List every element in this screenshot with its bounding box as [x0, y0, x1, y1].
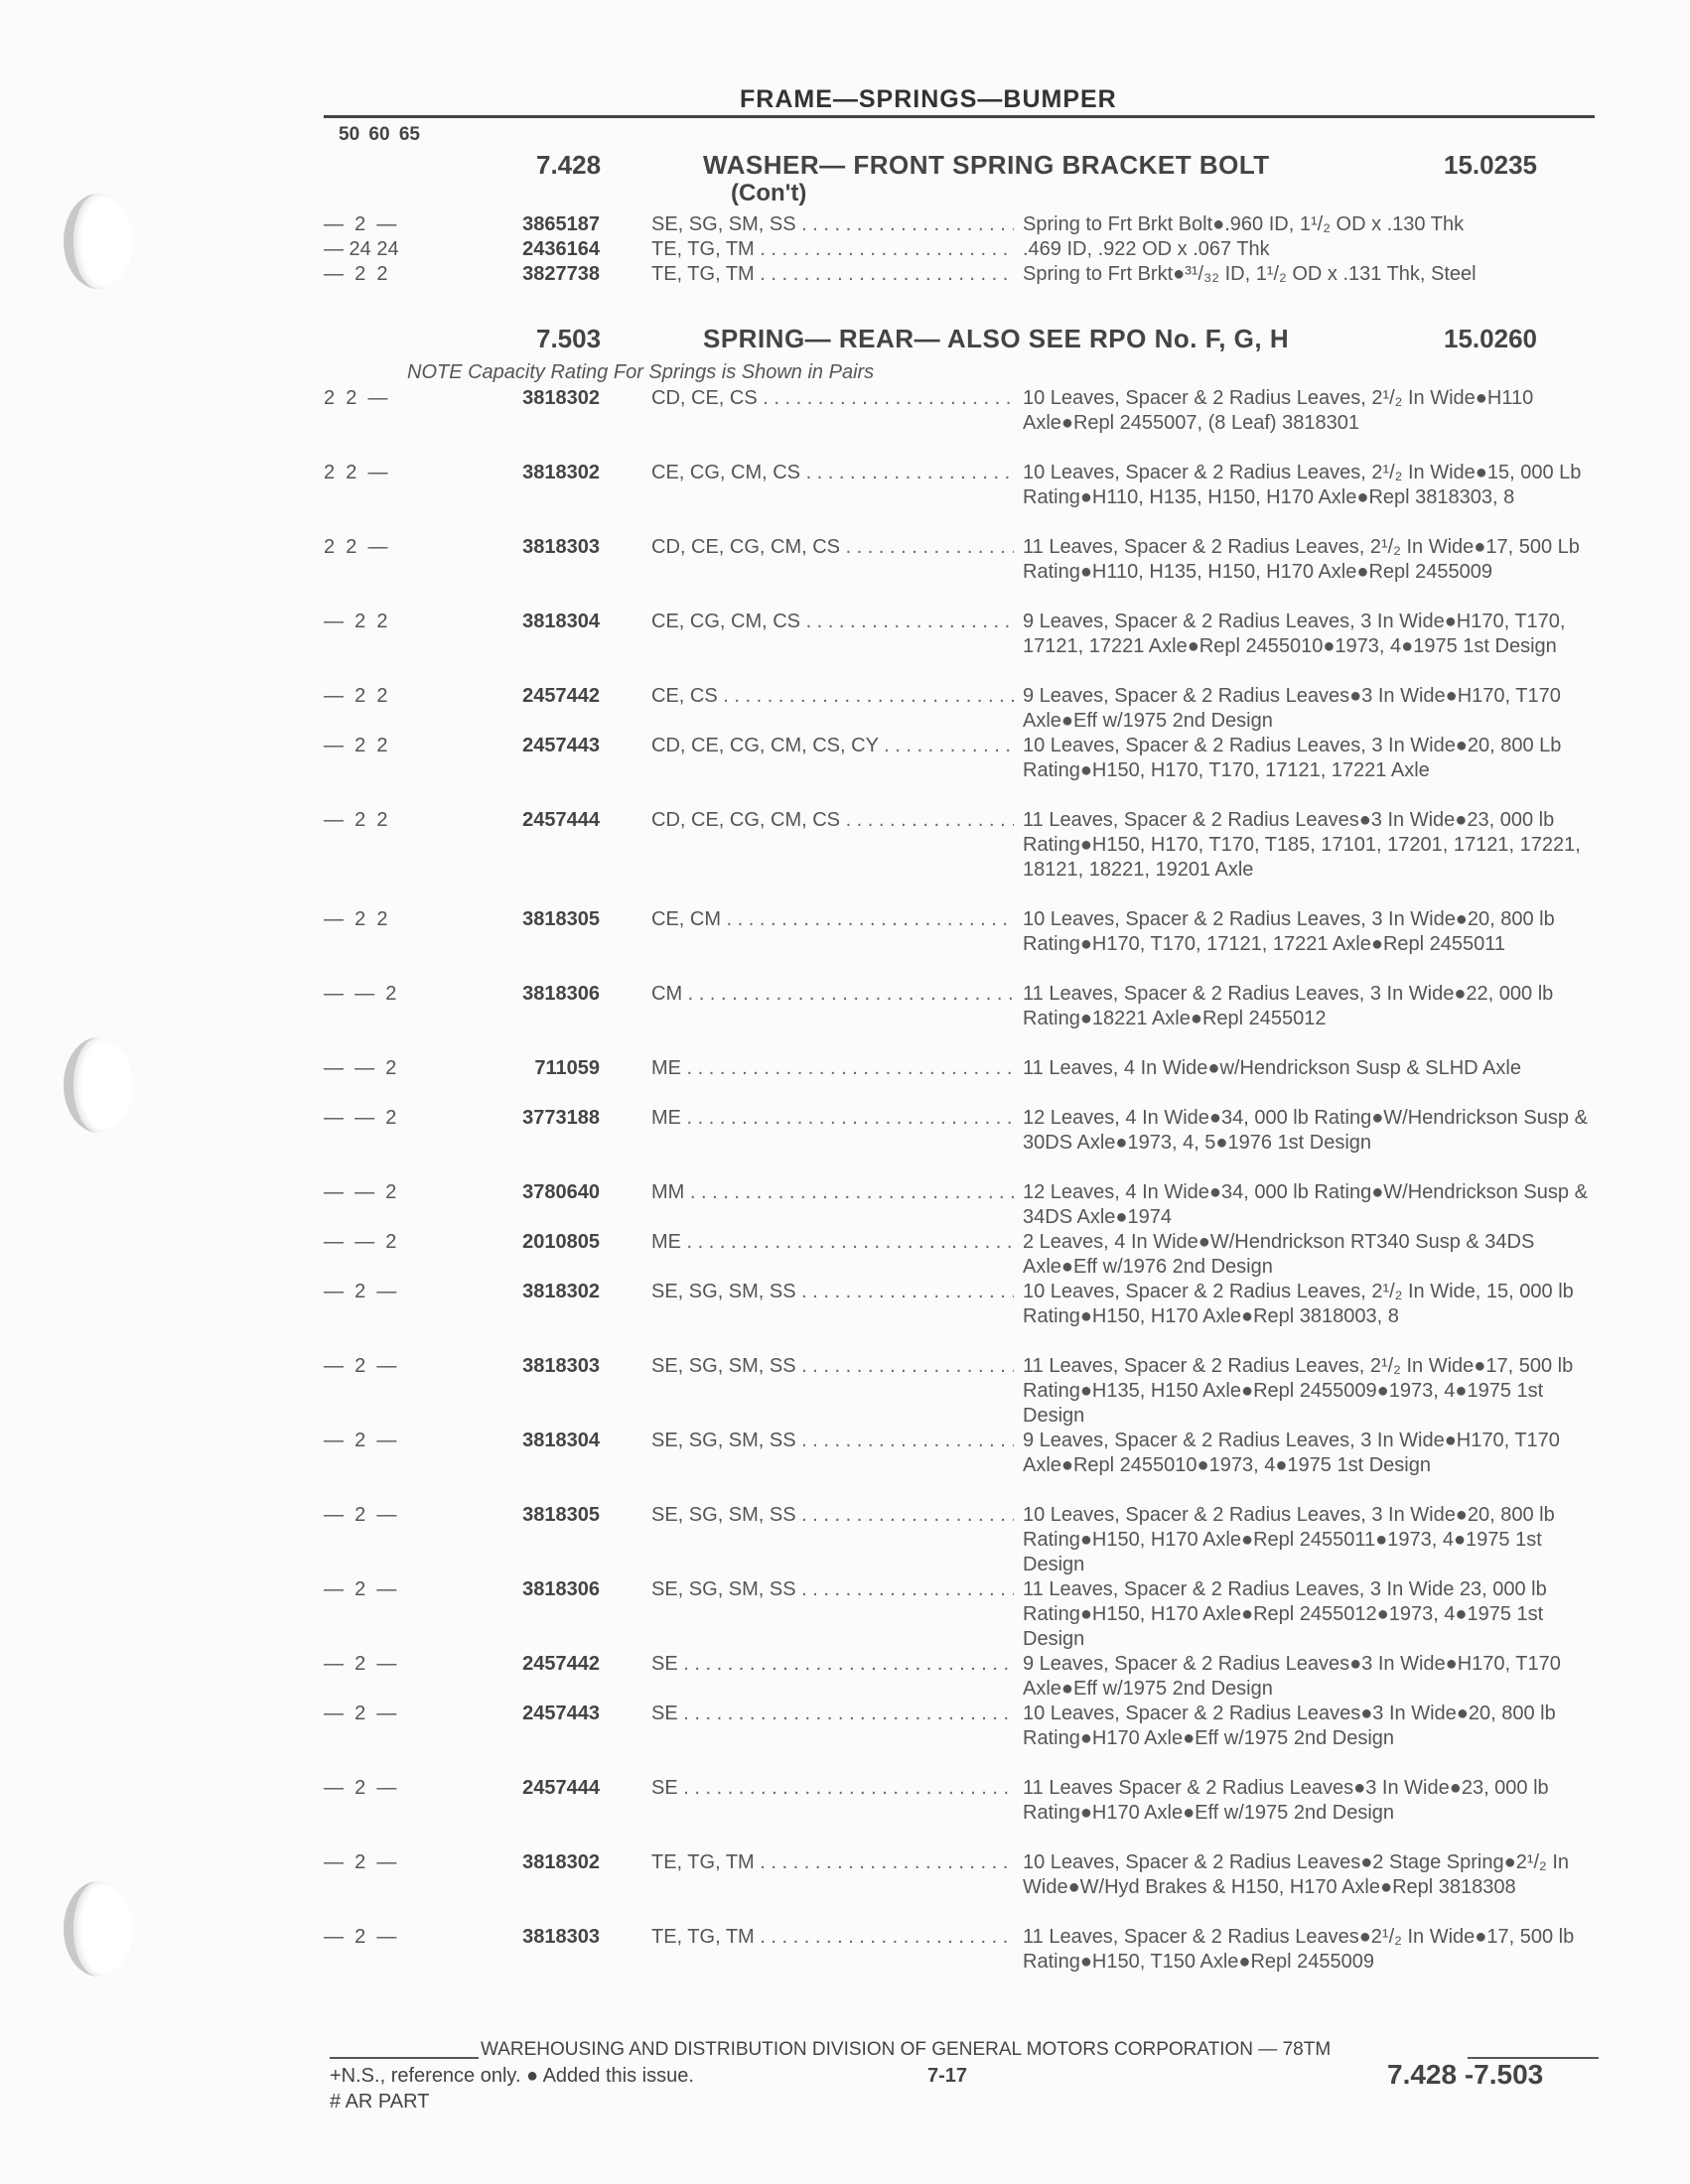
part-number: 2457442: [522, 1653, 600, 1675]
part-number: 2010805: [522, 1231, 600, 1253]
model-cell: SE, SG, SM, SS . . .: [651, 1354, 1014, 1379]
part-number: 3818303: [522, 536, 600, 558]
footer-publisher: WAREHOUSING AND DISTRIBUTION DIVISION OF GENERAL MOTORS CORPORATION — 78TM: [481, 2039, 1332, 2060]
section-title-continued: (Con't): [731, 180, 807, 206]
description-cell: Spring to Frt Brkt●³¹/₃₂ ID, 1¹/₂ OD x .131 Thk, Steel: [1023, 263, 1477, 285]
model-cell: CE, CG, CM, CS . . .: [651, 461, 1014, 485]
footer-legend: +N.S., reference only. ● Added this issue.: [330, 2065, 694, 2087]
description-cell: 11 Leaves, Spacer & 2 Radius Leaves, 3 In Wide●22, 000 lb Rating●18221 Axle●Repl 2455012: [1023, 983, 1554, 1029]
qty-cell: 2 2 —: [324, 536, 388, 558]
description-cell: 10 Leaves, Spacer & 2 Radius Leaves, 2¹/₂ In Wide●15, 000 Lb Rating●H110, H135, H150, H170 Axle●Repl 3818303, 8: [1023, 462, 1582, 508]
qty-cell: — 2 2: [324, 611, 388, 632]
qty-cell: — 2 —: [324, 1703, 397, 1724]
part-number: 2436164: [522, 238, 600, 260]
part-number: 3865187: [522, 213, 600, 235]
part-number: 3818305: [522, 908, 600, 930]
qty-cell: — 2 —: [324, 213, 397, 235]
description-cell: 10 Leaves, Spacer & 2 Radius Leaves●3 In Wide●20, 800 lb Rating●H170 Axle●Eff w/1975 2nd Design: [1023, 1703, 1556, 1749]
qty-cell: — 2 —: [324, 1578, 397, 1600]
model-cell: ME . . .: [651, 1056, 1014, 1081]
part-number: 3818306: [522, 1578, 600, 1600]
model-cell: CE, CG, CM, CS . . .: [651, 610, 1014, 634]
description-cell: 10 Leaves, Spacer & 2 Radius Leaves, 2¹/₂ In Wide●H110 Axle●Repl 2455007, (8 Leaf) 3818301: [1023, 387, 1534, 434]
description-cell: 11 Leaves, Spacer & 2 Radius Leaves, 2¹/₂ In Wide●17, 500 lb Rating●H135, H150 Axle●Repl 2455009●1973, 4●1975 1st Design: [1023, 1355, 1574, 1427]
model-cell: TE, TG, TM . . .: [651, 262, 1014, 287]
description-cell: Spring to Frt Brkt Bolt●.960 ID, 1¹/₂ OD x .130 Thk: [1023, 213, 1465, 235]
qty-cell: — 2 —: [324, 1504, 397, 1526]
capacity-note: NOTE Capacity Rating For Springs is Shown in Pairs: [407, 361, 875, 383]
description-cell: 12 Leaves, 4 In Wide●34, 000 lb Rating●W/Hendrickson Susp & 30DS Axle●1973, 4, 5●1976 1st Design: [1023, 1107, 1588, 1154]
description-cell: 10 Leaves, Spacer & 2 Radius Leaves, 3 In Wide●20, 800 Lb Rating●H150, H170, T170, 17121, 17221 Axle: [1023, 735, 1562, 781]
model-cell: TE, TG, TM . . .: [651, 237, 1014, 262]
binder-hole: [64, 1881, 133, 1977]
description-cell: 10 Leaves, Spacer & 2 Radius Leaves, 3 In Wide●20, 800 lb Rating●H150, H170 Axle●Repl 2455011●1973, 4●1975 1st Design: [1023, 1504, 1555, 1575]
description-cell: 11 Leaves, Spacer & 2 Radius Leaves●2¹/₂ In Wide●17, 500 lb Rating●H150, T150 Axle●Repl 2455009: [1023, 1926, 1575, 1973]
section-title: SPRING— REAR— ALSO SEE RPO No. F, G, H: [703, 324, 1290, 353]
section-number: 7.503: [536, 324, 602, 353]
model-cell: SE, SG, SM, SS . . .: [651, 1280, 1014, 1304]
model-cell: SE, SG, SM, SS . . .: [651, 1577, 1014, 1602]
description-cell: 9 Leaves, Spacer & 2 Radius Leaves, 3 In Wide●H170, T170 Axle●Repl 2455010●1973, 4●1975 1st Design: [1023, 1430, 1560, 1476]
part-number: 2457443: [522, 735, 600, 756]
qty-cell: — 2 2: [324, 908, 388, 930]
qty-cell: — 2 2: [324, 685, 388, 707]
section-header: [328, 150, 1599, 219]
model-cell: CM . . .: [651, 982, 1014, 1007]
description-cell: 10 Leaves, Spacer & 2 Radius Leaves●2 Stage Spring●2¹/₂ In Wide●W/Hyd Brakes & H150, H170 Axle●Repl 3818308: [1023, 1851, 1570, 1898]
description-cell: 10 Leaves, Spacer & 2 Radius Leaves, 3 In Wide●20, 800 lb Rating●H170, T170, 17121, 17221 Axle●Repl 2455011: [1023, 908, 1555, 955]
description-cell: 11 Leaves Spacer & 2 Radius Leaves●3 In Wide●23, 000 lb Rating●H170 Axle●Eff w/1975 2nd Design: [1023, 1777, 1549, 1824]
part-number: 3818303: [522, 1926, 600, 1948]
description-cell: 12 Leaves, 4 In Wide●34, 000 lb Rating●W/Hendrickson Susp & 34DS Axle●1974: [1023, 1181, 1588, 1228]
part-number: 3818303: [522, 1355, 600, 1377]
qty-cell: — 2 —: [324, 1653, 397, 1675]
part-number: 3827738: [522, 263, 600, 285]
part-number: 3818306: [522, 983, 600, 1005]
model-cell: CD, CE, CG, CM, CS . . .: [651, 535, 1014, 560]
binder-hole: [64, 194, 133, 289]
model-cell: ME . . .: [651, 1106, 1014, 1131]
model-cell: MM . . .: [651, 1180, 1014, 1205]
column-header: 50 60 65: [339, 124, 420, 145]
description-cell: 11 Leaves, Spacer & 2 Radius Leaves●3 In Wide●23, 000 lb Rating●H150, H170, T170, T185, 17101, 17201, 17121, 17221, 18121, 18221, 19201 Axle: [1023, 809, 1581, 881]
qty-cell: 2 2 —: [324, 462, 388, 483]
qty-cell: — 24 24: [324, 238, 399, 260]
section-code: 15.0235: [1444, 150, 1537, 180]
description-cell: 9 Leaves, Spacer & 2 Radius Leaves●3 In Wide●H170, T170 Axle●Eff w/1975 2nd Design: [1023, 1653, 1561, 1700]
qty-cell: — — 2: [324, 1057, 397, 1079]
part-number: 2457444: [522, 809, 600, 831]
qty-cell: — 2 —: [324, 1430, 397, 1451]
qty-cell: — 2 2: [324, 809, 388, 831]
part-number: 711059: [534, 1057, 600, 1079]
description-cell: 10 Leaves, Spacer & 2 Radius Leaves, 2¹/₂ In Wide, 15, 000 lb Rating●H150, H170 Axle●Repl 3818003, 8: [1023, 1281, 1574, 1327]
part-number: 3818302: [522, 1281, 600, 1302]
model-cell: CD, CE, CS . . .: [651, 386, 1014, 411]
qty-cell: 2 2 —: [324, 387, 388, 409]
description-cell: .469 ID, .922 OD x .067 Thk: [1023, 238, 1270, 260]
section-number: 7.428: [536, 150, 602, 180]
footer-ar-part: # AR PART: [330, 2091, 430, 2113]
qty-cell: — — 2: [324, 983, 397, 1005]
qty-cell: — 2 —: [324, 1281, 397, 1302]
part-number: 3818304: [522, 611, 600, 632]
qty-cell: — 2 2: [324, 735, 388, 756]
description-cell: 2 Leaves, 4 In Wide●W/Hendrickson RT340 Susp & 34DS Axle●Eff w/1976 2nd Design: [1023, 1231, 1535, 1278]
model-cell: CD, CE, CG, CM, CS, CY . . .: [651, 734, 1014, 758]
page-title: FRAME—SPRINGS—BUMPER: [740, 85, 1117, 113]
model-cell: SE, SG, SM, SS . . .: [651, 1503, 1014, 1528]
part-number: 3780640: [522, 1181, 600, 1203]
qty-cell: — 2 —: [324, 1777, 397, 1799]
qty-cell: — 2 —: [324, 1355, 397, 1377]
part-number: 2457442: [522, 685, 600, 707]
qty-cell: — 2 —: [324, 1851, 397, 1873]
part-number: 3818302: [522, 387, 600, 409]
part-number: 3818302: [522, 462, 600, 483]
description-cell: 11 Leaves, 4 In Wide●w/Hendrickson Susp & SLHD Axle: [1023, 1057, 1521, 1079]
part-number: 3818302: [522, 1851, 600, 1873]
binder-hole: [64, 1037, 133, 1133]
page-range: 7.428 -7.503: [1387, 2059, 1544, 2090]
part-number: 3773188: [522, 1107, 600, 1129]
description-cell: 9 Leaves, Spacer & 2 Radius Leaves●3 In Wide●H170, T170 Axle●Eff w/1975 2nd Design: [1023, 685, 1561, 732]
qty-cell: — — 2: [324, 1181, 397, 1203]
qty-cell: — 2 2: [324, 263, 388, 285]
model-cell: SE . . .: [651, 1702, 1014, 1726]
description-cell: 9 Leaves, Spacer & 2 Radius Leaves, 3 In Wide●H170, T170, 17121, 17221 Axle●Repl 2455010●1973, 4●1975 1st Design: [1023, 611, 1566, 657]
description-cell: 11 Leaves, Spacer & 2 Radius Leaves, 2¹/₂ In Wide●17, 500 Lb Rating●H110, H135, H150, H170 Axle●Repl 2455009: [1023, 536, 1580, 583]
header-rule: [324, 115, 1595, 118]
model-cell: SE, SG, SM, SS . . .: [651, 212, 1014, 237]
qty-cell: — — 2: [324, 1107, 397, 1129]
part-number: 3818305: [522, 1504, 600, 1526]
model-cell: CE, CM . . .: [651, 907, 1014, 932]
page-number: 7-17: [927, 2065, 968, 2087]
section-title: WASHER— FRONT SPRING BRACKET BOLT: [703, 150, 1270, 180]
part-number: 3818304: [522, 1430, 600, 1451]
model-cell: TE, TG, TM . . .: [651, 1925, 1014, 1950]
model-cell: SE . . .: [651, 1776, 1014, 1801]
model-cell: CD, CE, CG, CM, CS . . .: [651, 808, 1014, 833]
model-cell: ME . . .: [651, 1230, 1014, 1255]
model-cell: CE, CS . . .: [651, 684, 1014, 709]
qty-cell: — — 2: [324, 1231, 397, 1253]
model-cell: SE, SG, SM, SS . . .: [651, 1429, 1014, 1453]
part-number: 2457443: [522, 1703, 600, 1724]
description-cell: 11 Leaves, Spacer & 2 Radius Leaves, 3 In Wide 23, 000 lb Rating●H150, H170 Axle●Repl 2455012●1973, 4●1975 1st Design: [1023, 1578, 1547, 1650]
model-cell: SE . . .: [651, 1652, 1014, 1677]
section-code: 15.0260: [1444, 324, 1537, 353]
qty-cell: — 2 —: [324, 1926, 397, 1948]
model-cell: TE, TG, TM . . .: [651, 1850, 1014, 1875]
part-number: 2457444: [522, 1777, 600, 1799]
footer-rule-left: [330, 2057, 479, 2059]
